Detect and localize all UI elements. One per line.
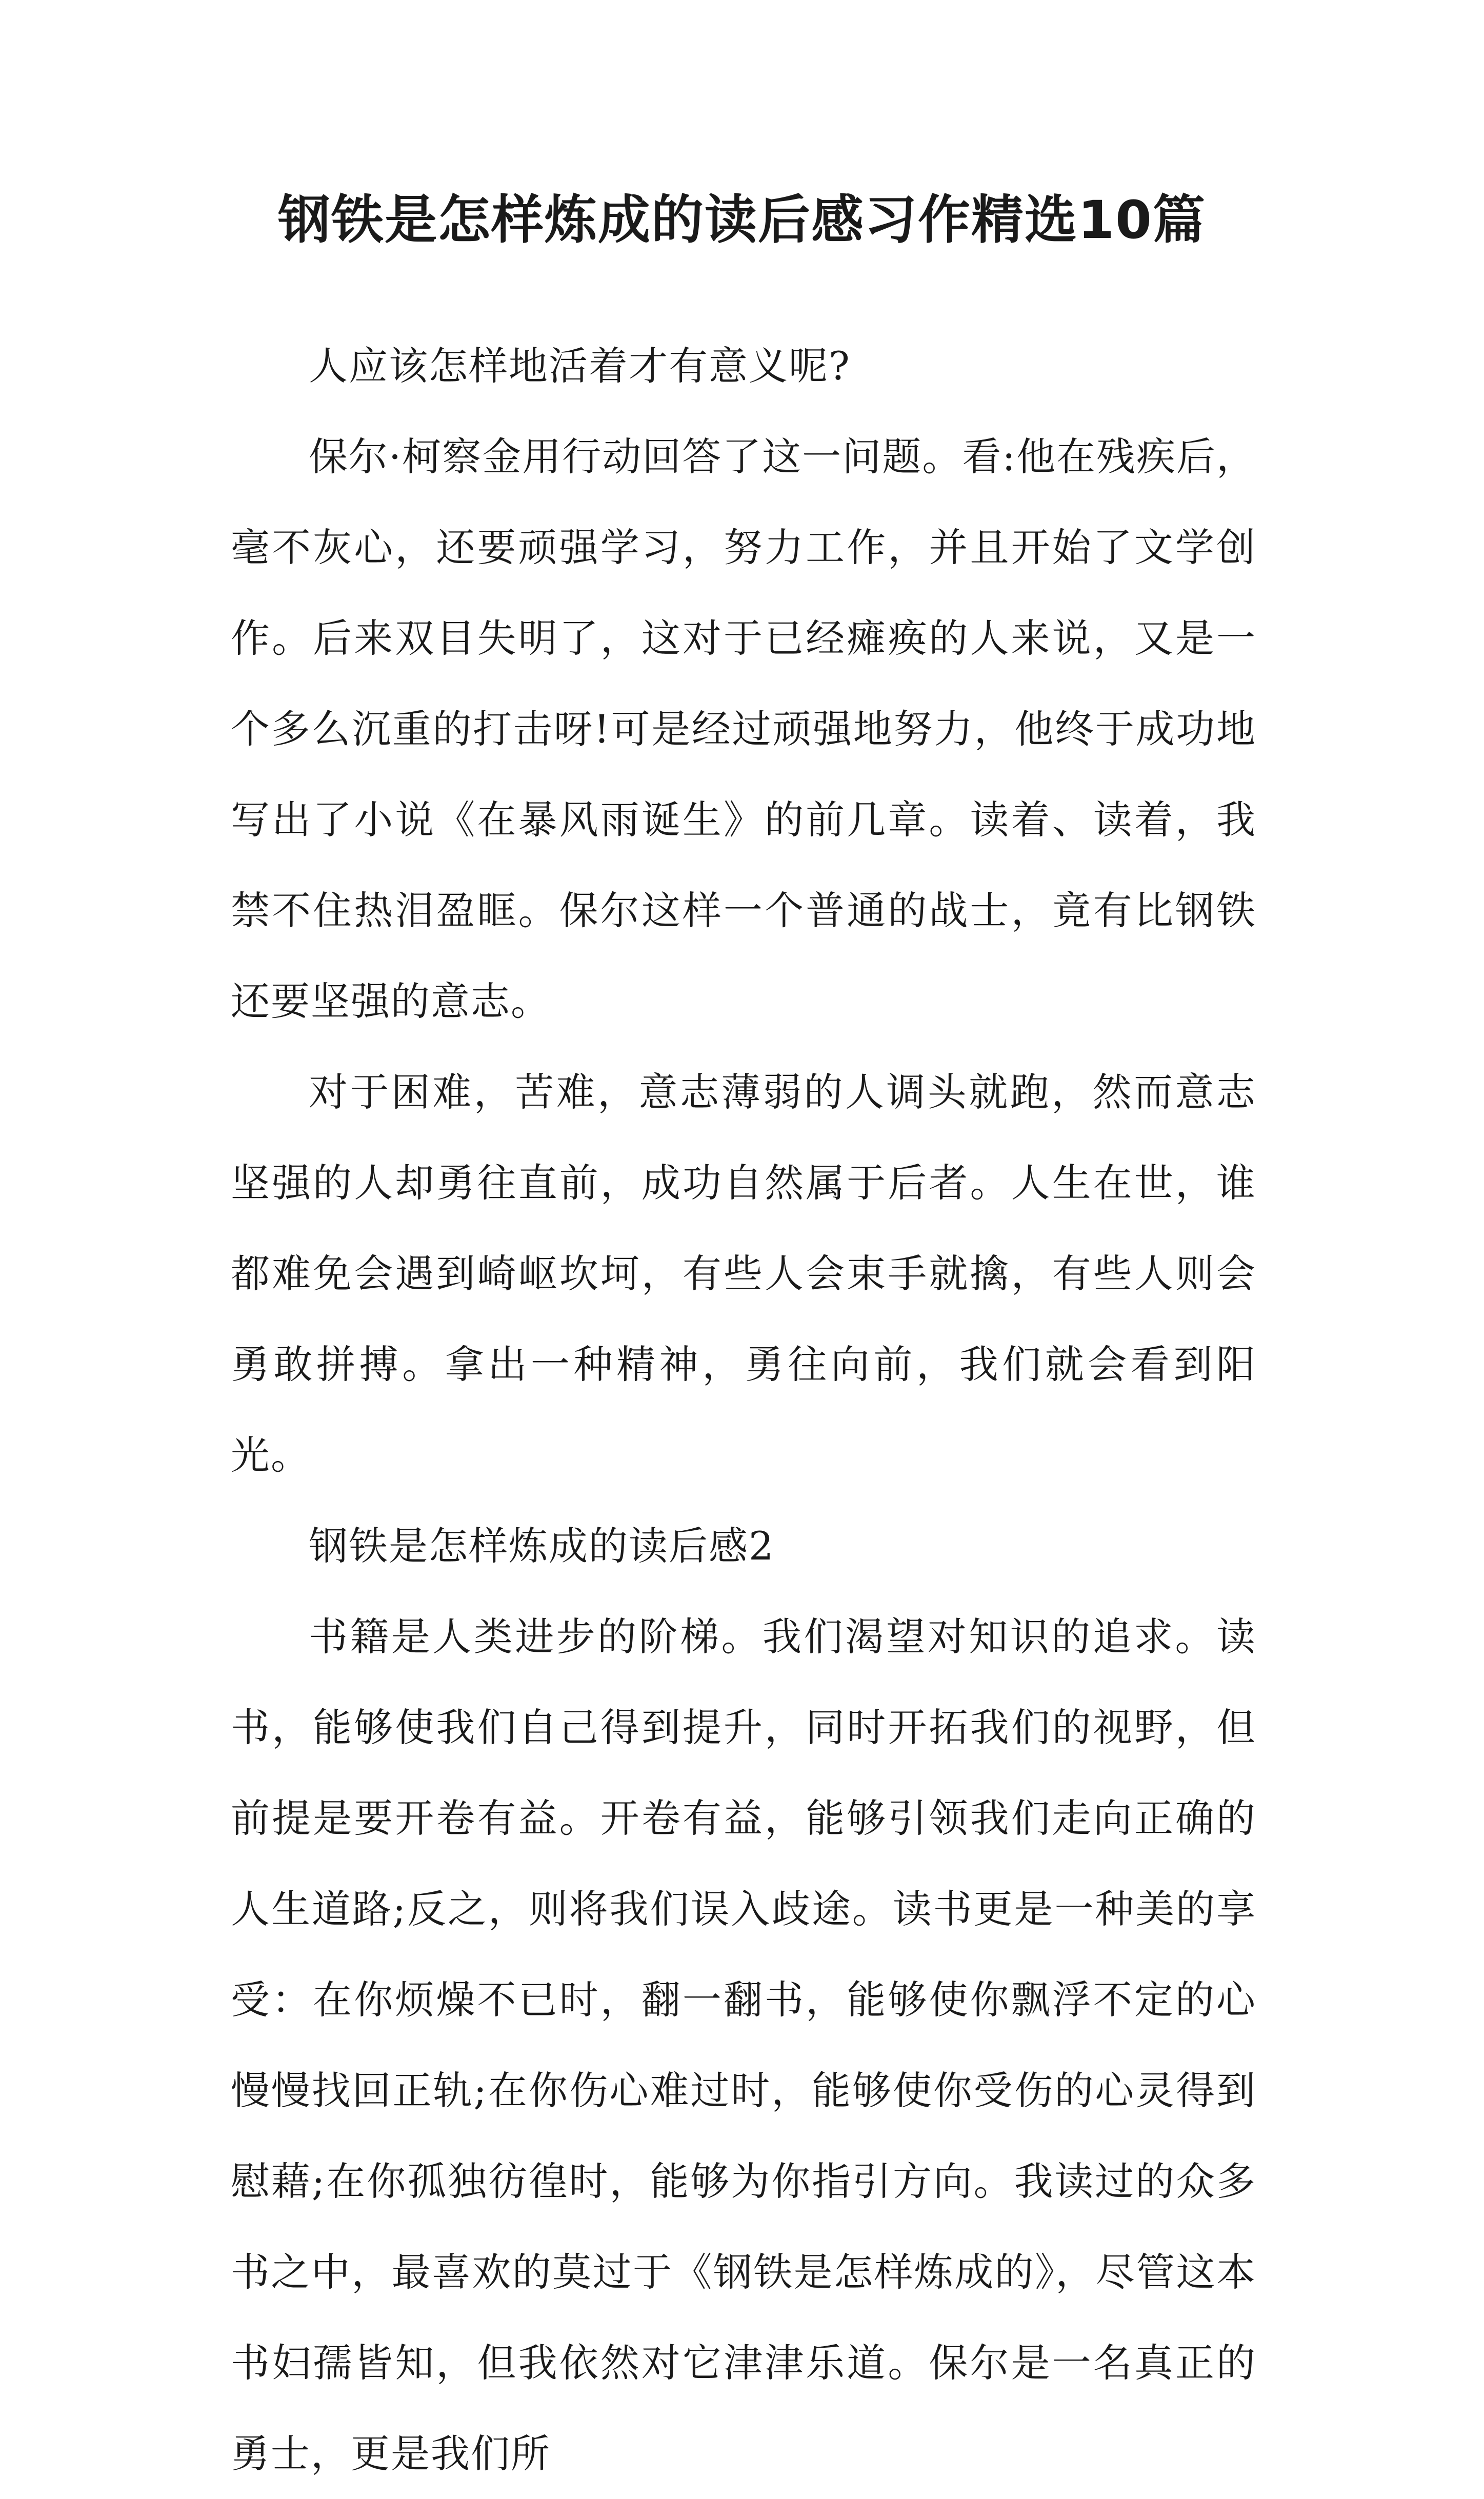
document-body — [231, 321, 1256, 2499]
paragraph: 书籍是人类进步的阶梯。我们渴望对知识的追求。读书，能够使我们自己得到提升，同时开拓我们的视野，但前提是要开卷有益。开卷有益，能够引领我们走向正确的人生道路;反之，则将我们误入歧途。读书更是一种美的享受：在你烦燥不已时，翻一翻书，能够使你飘浮不定的心慢慢找回正轨;在你伤心难过时，能够使你受伤的心灵得到慰藉;在你孤独彷徨时，能够为你指引方向。我读过的众多书之中，最喜欢的莫过于《钢铁是怎样炼成的》，尽管这本书妇孺皆知，但我依然对它津津乐道。保尔是一名真正的勇士，更是我们所 — [231, 1614, 1256, 2476]
paragraph: 人应该怎样地活着才有意义呢? — [309, 343, 851, 389]
section-heading: 钢铁是怎样炼成的读后感2 — [309, 1523, 775, 1569]
document-title: 钢铁是怎样炼成的读后感习作精选10篇 — [278, 190, 1206, 251]
paragraph: 对于困难，苦难，意志薄弱的人调头就跑，然而意志坚强的人却勇往直前，成功自然属于后者。人生在世，谁都难免会遇到崎岖坎坷，有些人会束手就擒，有些人则会勇敢拼搏。拿出一种精神，勇往向前，我们就会看到阳光。 — [231, 1069, 1256, 1478]
paragraph: 保尔·柯察金用行动回答了这一问题。看:他在残疾后，毫不灰心，还要顽强学习，努力工作，并且开始了文学创作。后来双目失明了，这对于已经瘫痪的人来说，又是一个多么沉重的打击呀!可是经过顽强地努力，他终于成功地写出了小说《在暴风雨诞生》的前几章。读着、读着，我禁不住热泪盈眶。保尔这样一个普通的战士，竟有比钢铁还要坚强的意志。 — [231, 434, 1256, 1024]
